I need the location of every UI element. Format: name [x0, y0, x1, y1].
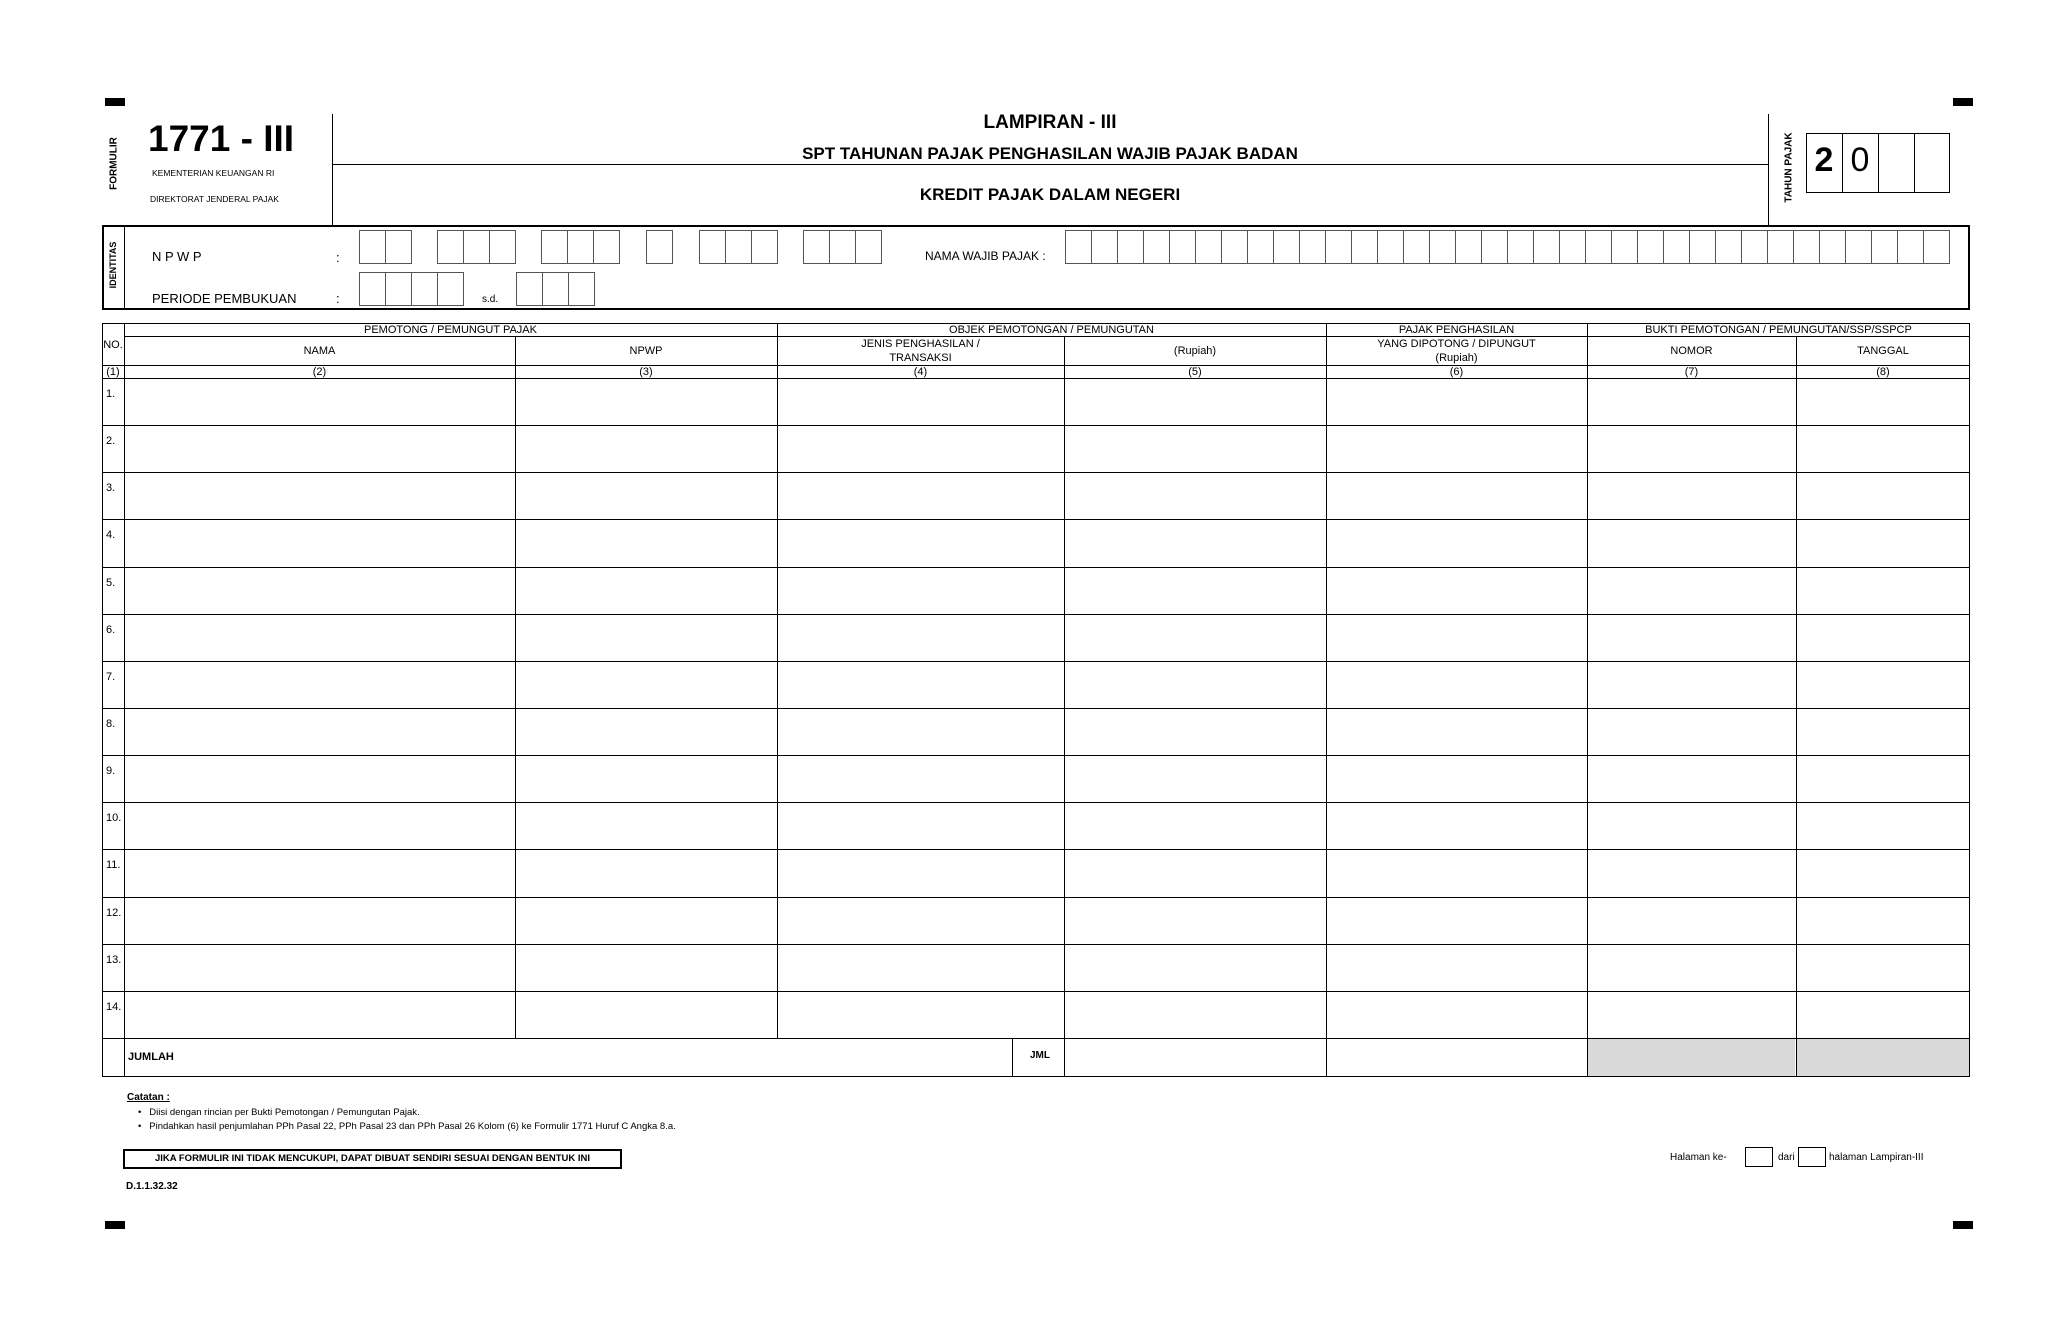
periode-end-box[interactable]: [516, 272, 543, 306]
npwp-digit-box[interactable]: [725, 230, 752, 264]
form-subtitle: KREDIT PAJAK DALAM NEGERI: [919, 185, 1181, 204]
nama-char-box[interactable]: [1507, 230, 1534, 264]
registration-mark-bottom-left: [105, 1221, 125, 1229]
nama-char-box[interactable]: [1377, 230, 1404, 264]
header-no: NO.: [103, 339, 123, 351]
npwp-digit-box[interactable]: [829, 230, 856, 264]
npwp-digit-box[interactable]: [567, 230, 594, 264]
lampiran-title: LAMPIRAN - III: [983, 112, 1117, 133]
periode-end-box[interactable]: [542, 272, 569, 306]
nama-char-box[interactable]: [1195, 230, 1222, 264]
col-line-no: [124, 323, 125, 1077]
table-row-divider: [102, 708, 1970, 709]
table-row-number: 5.: [106, 577, 116, 589]
bullet-icon: •: [138, 1121, 150, 1132]
jumlah-nomor-shaded: [1588, 1039, 1795, 1076]
nama-char-box[interactable]: [1663, 230, 1690, 264]
identitas-divider: [124, 225, 125, 310]
header-line-bukti: [1587, 336, 1970, 337]
table-row-divider: [102, 944, 1970, 945]
npwp-digit-box[interactable]: [751, 230, 778, 264]
tahun-pajak-label: TAHUN PAJAK: [1783, 132, 1795, 203]
nama-char-box[interactable]: [1117, 230, 1144, 264]
jumlah-rupiah-field[interactable]: [1065, 1039, 1325, 1076]
npwp-digit-box[interactable]: [385, 230, 412, 264]
table-row-divider: [102, 991, 1970, 992]
periode-end-box[interactable]: [568, 272, 595, 306]
col-line-npwp: [515, 336, 516, 1038]
table-row-divider: [102, 425, 1970, 426]
col-line-jenis: [777, 323, 778, 1038]
spt-title: SPT TAHUNAN PAJAK PENGHASILAN WAJIB PAJAK BADAN: [802, 144, 1298, 163]
col-number-4: (4): [913, 366, 928, 378]
halaman-label: Halaman ke-: [1670, 1152, 1727, 1163]
table-row-number: 14.: [106, 1001, 122, 1013]
npwp-digit-box[interactable]: [541, 230, 568, 264]
kredit-pajak-table: [102, 323, 1970, 1077]
header-line-bottom: [102, 378, 1970, 379]
col-number-5: (5): [1188, 366, 1202, 378]
formulir-label: FORMULIR: [108, 137, 120, 190]
nama-char-box[interactable]: [1559, 230, 1586, 264]
header-npwp: NPWP: [629, 345, 663, 357]
table-row-divider: [102, 849, 1970, 850]
periode-start-box[interactable]: [411, 272, 438, 306]
npwp-digit-box[interactable]: [593, 230, 620, 264]
table-row-number: 10.: [106, 812, 122, 824]
directorate-name: DIREKTORAT JENDERAL PAJAK: [150, 194, 279, 204]
nama-char-box[interactable]: [1455, 230, 1482, 264]
nama-char-box[interactable]: [1611, 230, 1638, 264]
dari-label: dari: [1778, 1152, 1795, 1163]
registration-mark-top-left: [105, 98, 125, 106]
year-digit-2[interactable]: 0: [1850, 141, 1870, 179]
nama-char-box[interactable]: [1819, 230, 1846, 264]
table-row-number: 7.: [106, 671, 116, 683]
col-number-2: (2): [312, 366, 327, 378]
nama-char-box[interactable]: [1897, 230, 1924, 264]
col-number-7: (7): [1684, 366, 1699, 378]
col-number-6: (6): [1449, 366, 1464, 378]
sd-label: s.d.: [482, 294, 499, 305]
nama-char-box[interactable]: [1299, 230, 1326, 264]
periode-start-box[interactable]: [359, 272, 386, 306]
table-row-number: 4.: [106, 529, 116, 541]
nama-char-box[interactable]: [1247, 230, 1274, 264]
nama-char-box[interactable]: [1741, 230, 1768, 264]
col-line-tanggal: [1796, 336, 1797, 1077]
header-pph-line2: YANG DIPOTONG / DIPUNGUT: [1377, 338, 1536, 350]
jumlah-pph-field[interactable]: [1327, 1039, 1586, 1076]
col-number-1: (1): [106, 366, 120, 378]
nama-char-box[interactable]: [1403, 230, 1430, 264]
note-text-1: Diisi dengan rincian per Bukti Pemotongan / Pemungutan Pajak.: [149, 1107, 420, 1118]
col-line-pph: [1326, 323, 1327, 1077]
nama-char-box[interactable]: [1481, 230, 1508, 264]
header-nama: NAMA: [303, 345, 336, 357]
nama-char-box[interactable]: [1533, 230, 1560, 264]
table-row-divider: [102, 472, 1970, 473]
halaman-total-field[interactable]: [1798, 1147, 1826, 1167]
ministry-name: KEMENTERIAN KEUANGAN RI: [152, 168, 275, 178]
nama-char-box[interactable]: [1585, 230, 1612, 264]
nama-wajib-pajak-label: NAMA WAJIB PAJAK :: [925, 249, 1046, 263]
header-line-group: [124, 336, 1612, 337]
header-divider-right: [1768, 114, 1769, 226]
jumlah-label: JUMLAH: [128, 1051, 174, 1063]
npwp-digit-box[interactable]: [489, 230, 516, 264]
header-title-underline: [332, 164, 1768, 165]
table-row-number: 6.: [106, 624, 116, 636]
table-row-divider: [102, 614, 1970, 615]
npwp-digit-box[interactable]: [855, 230, 882, 264]
header-objek: OBJEK PEMOTONGAN / PEMUNGUTAN: [949, 324, 1154, 336]
header-pemotong: PEMOTONG / PEMUNGUT PAJAK: [364, 324, 537, 336]
npwp-digit-box[interactable]: [359, 230, 386, 264]
year-divider: [1878, 133, 1879, 193]
table-row-number: 12.: [106, 907, 122, 919]
nama-char-box[interactable]: [1793, 230, 1820, 264]
header-pph-line1: PAJAK PENGHASILAN: [1398, 324, 1515, 336]
nama-char-box[interactable]: [1637, 230, 1664, 264]
periode-label: PERIODE PEMBUKUAN: [152, 291, 297, 306]
nama-char-box[interactable]: [1767, 230, 1794, 264]
nama-char-box[interactable]: [1091, 230, 1118, 264]
table-row-number: 2.: [106, 435, 116, 447]
halaman-lampiran-label: halaman Lampiran-III: [1829, 1152, 1924, 1163]
header-tanggal: TANGGAL: [1857, 345, 1909, 357]
npwp-digit-box[interactable]: [646, 230, 673, 264]
table-row-divider: [102, 567, 1970, 568]
periode-colon: :: [336, 291, 340, 306]
table-row-number: 13.: [106, 954, 122, 966]
jml-label: JML: [1030, 1050, 1050, 1061]
col-number-8: (8): [1876, 366, 1890, 378]
table-row-number: 1.: [106, 388, 116, 400]
table-row-divider: [102, 755, 1970, 756]
nama-char-box[interactable]: [1325, 230, 1352, 264]
nama-char-box[interactable]: [1871, 230, 1898, 264]
nama-char-box[interactable]: [1221, 230, 1248, 264]
notes-title: Catatan :: [127, 1092, 170, 1103]
nama-char-box[interactable]: [1689, 230, 1716, 264]
table-row-number: 3.: [106, 482, 116, 494]
npwp-digit-box[interactable]: [803, 230, 830, 264]
header-pph-line3: (Rupiah): [1435, 352, 1478, 364]
nama-char-box[interactable]: [1845, 230, 1872, 264]
form-number: 1771 - III: [148, 118, 295, 159]
periode-start-box[interactable]: [437, 272, 464, 306]
form-code: D.1.1.32.32: [126, 1181, 178, 1192]
nama-char-box[interactable]: [1065, 230, 1092, 264]
table-row-divider: [102, 897, 1970, 898]
note-item-1: [138, 1107, 420, 1118]
col-line-nomor: [1587, 323, 1588, 1077]
col-number-3: (3): [639, 366, 653, 378]
halaman-ke-field[interactable]: [1745, 1147, 1773, 1167]
header-jenis-line2: TRANSAKSI: [889, 352, 952, 364]
nama-char-box[interactable]: [1143, 230, 1170, 264]
npwp-label: N P W P: [152, 249, 202, 264]
jumlah-tanggal-shaded: [1797, 1039, 1969, 1076]
table-row-divider: [102, 519, 1970, 520]
year-divider: [1914, 133, 1915, 193]
warning-text: JIKA FORMULIR INI TIDAK MENCUKUPI, DAPAT DIBUAT SENDIRI SESUAI DENGAN BENTUK INI: [154, 1153, 591, 1164]
table-row-number: 11.: [106, 859, 121, 871]
bullet-icon: •: [138, 1107, 150, 1118]
note-text-2: Pindahkan hasil penjumlahan PPh Pasal 22, PPh Pasal 23 dan PPh Pasal 26 Kolom (6) ke Formulir 1771 Huruf C Angka 8.a.: [149, 1121, 676, 1132]
npwp-digit-box[interactable]: [463, 230, 490, 264]
col-line-jml: [1012, 1038, 1013, 1077]
table-row-divider: [102, 802, 1970, 803]
note-item-2: [138, 1121, 676, 1132]
year-digit-1[interactable]: 2: [1814, 141, 1834, 179]
header-rupiah: (Rupiah): [1173, 345, 1217, 357]
header-nomor: NOMOR: [1670, 345, 1713, 357]
nama-char-box[interactable]: [1351, 230, 1378, 264]
npwp-colon: :: [336, 250, 340, 265]
nama-char-box[interactable]: [1715, 230, 1742, 264]
table-row-number: 9.: [106, 765, 116, 777]
registration-mark-bottom-right: [1953, 1221, 1973, 1229]
identitas-label: IDENTITAS: [108, 241, 118, 289]
nama-char-box[interactable]: [1169, 230, 1196, 264]
table-row-divider: [102, 661, 1970, 662]
nama-char-box[interactable]: [1429, 230, 1456, 264]
npwp-digit-box[interactable]: [699, 230, 726, 264]
nama-char-box[interactable]: [1923, 230, 1950, 264]
header-jenis-line1: JENIS PENGHASILAN /: [861, 338, 980, 350]
periode-start-box[interactable]: [385, 272, 412, 306]
registration-mark-top-right: [1953, 98, 1973, 106]
table-row-number: 8.: [106, 718, 116, 730]
npwp-digit-box[interactable]: [437, 230, 464, 264]
col-line-rupiah: [1064, 336, 1065, 1077]
nama-char-box[interactable]: [1273, 230, 1300, 264]
header-bukti: BUKTI PEMOTONGAN / PEMUNGUTAN/SSP/SSPCP: [1645, 324, 1912, 336]
